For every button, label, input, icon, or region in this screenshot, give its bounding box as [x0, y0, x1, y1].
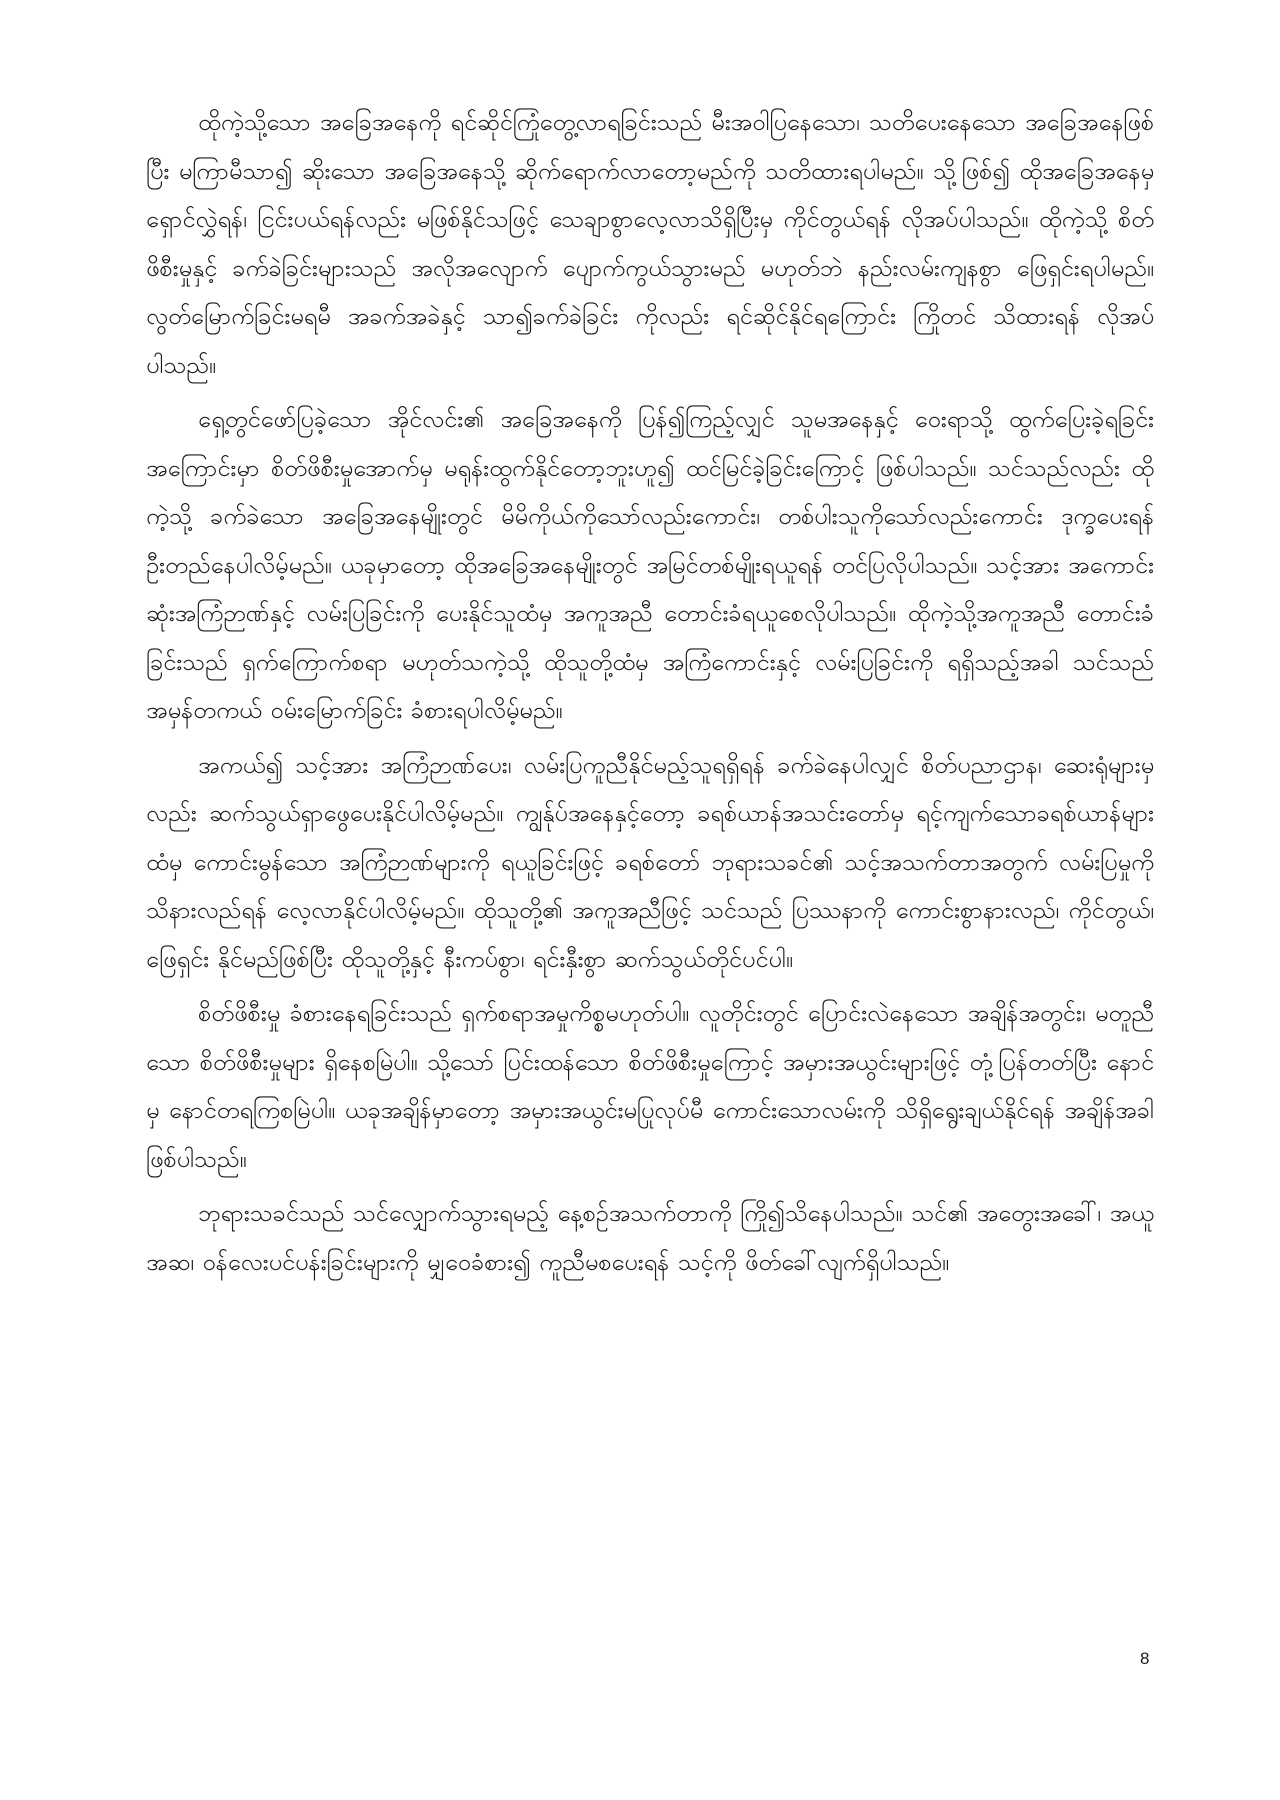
- paragraph-5: ဘုရားသခင်သည် သင်လျှောက်သွားရမည့် နေ့စဉ်အသက်တာကို ကြို၍သိနေပါသည်။ သင်၏ အတွေးအခေါ်၊ အယူအဆ၊ ဝန်လေးပင်ပန်းခြင်းများကို မျှဝေခံစား၍ ကူညီမစပေးရန် သင့်ကို ဖိတ်ခေါ်လျက်ရှိပါသည်။: [146, 1199, 1154, 1276]
- paragraph-3: အကယ်၍ သင့်အား အကြံဉာဏ်ပေး၊ လမ်းပြကူညီနိုင်မည့်သူရရှိရန် ခက်ခဲနေပါလျှင် စိတ်ပညာဌာန၊ ဆေးရုံများမှလည်း ဆက်သွယ်ရှာဖွေပေးနိုင်ပါလိမ့်မည်။ ကျွန်ုပ်အနေနှင့်တော့ ခရစ်ယာန်အသင်းတော်မှ ရင့်ကျက်သောခရစ်ယာန်များထံမှ ကောင်းမွန်သော အကြံဉာဏ်များကို ရယူခြင်းဖြင့် ခရစ်တော် ဘုရားသခင်၏ သင့်အသက်တာအတွက် လမ်းပြမှုကို သိနားလည်ရန် လေ့လာနိုင်ပါလိမ့်မည်။ ထိုသူတို့၏ အကူအညီဖြင့် သင်သည် ပြဿနာကို ကောင်းစွာနားလည်၊ ကိုင်တွယ်၊ ဖြေရှင်း နိုင်မည်ဖြစ်ပြီး ထိုသူတို့နှင့် နီးကပ်စွာ၊ ရင်းနှီးစွာ ဆက်သွယ်တိုင်ပင်ပါ။: [146, 750, 1154, 973]
- paragraph-2: ရှေ့တွင်ဖော်ပြခဲ့သော အိုင်လင်း၏ အခြေအနေကို ပြန်၍ကြည့်လျှင် သူမအနေနှင့် ဝေးရာသို့ ထွက်ပြေးခဲ့ရခြင်းအကြောင်းမှာ စိတ်ဖိစီးမှုအောက်မှ မရုန်းထွက်နိုင်တော့ဘူးဟူ၍ ထင်မြင်ခဲ့ခြင်းကြောင့် ဖြစ်ပါသည်။ သင်သည်လည်း ထိုကဲ့သို့ ခက်ခဲသော အခြေအနေမျိုးတွင် မိမိကိုယ်ကိုသော်လည်းကောင်း၊ တစ်ပါးသူကိုသော်လည်းကောင်း ဒုက္ခပေးရန် ဦးတည်နေပါလိမ့်မည်။ ယခုမှာတော့ ထိုအခြေအနေမျိုးတွင် အမြင်တစ်မျိုးရယူရန် တင်ပြလိုပါသည်။ သင့်အား အကောင်းဆုံးအကြံဉာဏ်နှင့် လမ်းပြခြင်းကို ပေးနိုင်သူထံမှ အကူအညီ တောင်းခံရယူစေလိုပါသည်။ ထိုကဲ့သို့အကူအညီ တောင်းခံခြင်းသည် ရှက်ကြောက်စရာ မဟုတ်သကဲ့သို့ ထိုသူတို့ထံမှ အကြံကောင်းနှင့် လမ်းပြခြင်းကို ရရှိသည့်အခါ သင်သည် အမှန်တကယ် ဝမ်းမြောက်ခြင်း ခံစားရပါလိမ့်မည်။: [146, 405, 1154, 724]
- paragraph-4: စိတ်ဖိစီးမှု ခံစားနေရခြင်းသည် ရှက်စရာအမှုကိစ္စမဟုတ်ပါ။ လူတိုင်းတွင် ပြောင်းလဲနေသော အချိန်အတွင်း၊ မတူညီသော စိတ်ဖိစီးမှုများ ရှိနေစမြဲပါ။ သို့သော် ပြင်းထန်သော စိတ်ဖိစီးမှုကြောင့် အမှားအယွင်းများဖြင့် တုံ့ပြန်တတ်ပြီး နောင်မှ နောင်တရကြစမြဲပါ။ ယခုအချိန်မှာတော့ အမှားအယွင်းမပြုလုပ်မီ ကောင်းသောလမ်းကို သိရှိရွေးချယ်နိုင်ရန် အချိန်အခါဖြစ်ပါသည်။: [146, 999, 1154, 1173]
- body-text: [146, 98, 1154, 1292]
- paragraph-1: ထိုကဲ့သို့သော အခြေအနေကို ရင်ဆိုင်ကြုံတွေ့လာရခြင်းသည် မီးအဝါပြနေသော၊ သတိပေးနေသော အခြေအနေဖြစ်ပြီး မကြာမီသာ၍ ဆိုးသော အခြေအနေသို့ ဆိုက်ရောက်လာတော့မည်ကို သတိထားရပါမည်။ သို့ဖြစ်၍ ထိုအခြေအနေမှ ရှောင်လွှဲရန်၊ ငြင်းပယ်ရန်လည်း မဖြစ်နိုင်သဖြင့် သေချာစွာလေ့လာသိရှိပြီးမှ ကိုင်တွယ်ရန် လိုအပ်ပါသည်။ ထိုကဲ့သို့ စိတ်ဖိစီးမှုနှင့် ခက်ခဲခြင်းများသည် အလိုအလျောက် ပျောက်ကွယ်သွားမည် မဟုတ်ဘဲ နည်းလမ်းကျနစွာ ဖြေရှင်းရပါမည်။ လွတ်မြောက်ခြင်းမရမီ အခက်အခဲနှင့် သာ၍ခက်ခဲခြင်း ကိုလည်း ရင်ဆိုင်နိုင်ရကြောင်း ကြိုတင် သိထားရန် လိုအပ်ပါသည်။: [146, 108, 1154, 379]
- page-number: 8: [1140, 1649, 1150, 1668]
